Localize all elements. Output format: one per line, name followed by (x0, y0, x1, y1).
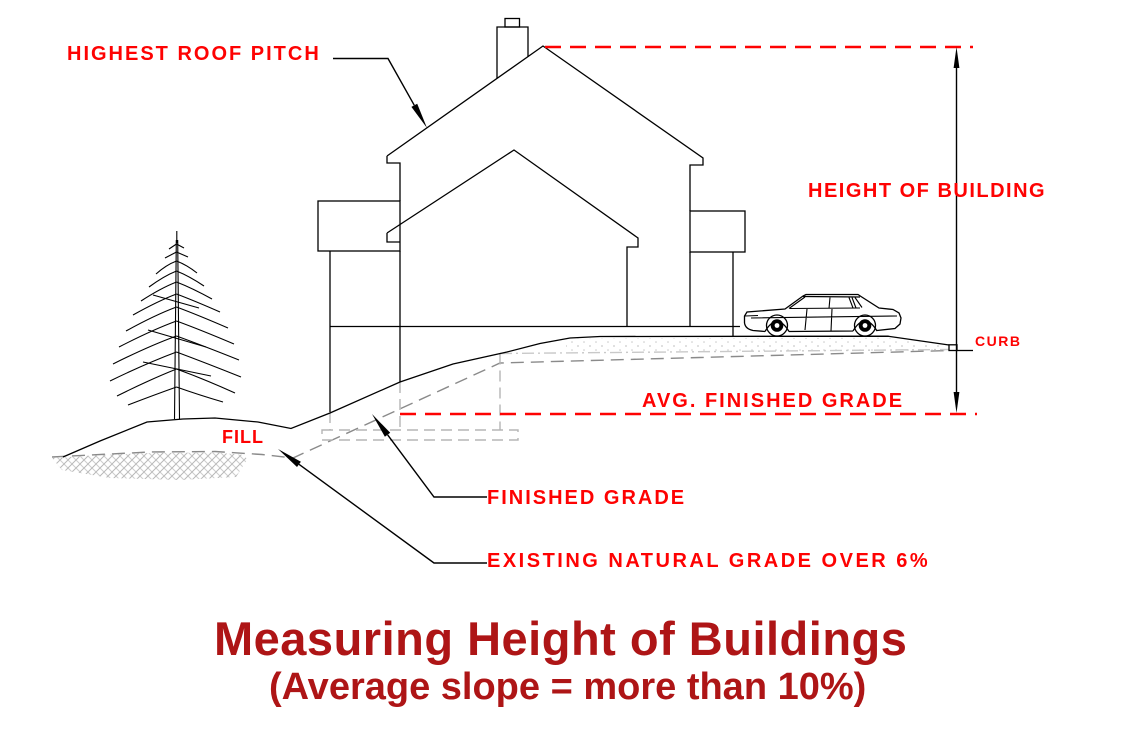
walls-and-floor (330, 251, 740, 412)
height-dimension-line (954, 47, 960, 413)
inner-gable (387, 150, 638, 327)
diagram-title: Measuring Height of Buildings (214, 612, 908, 665)
label-avg-finished-grade: AVG. FINISHED GRADE (642, 390, 905, 412)
label-finished-grade: FINISHED GRADE (487, 487, 687, 509)
label-height-of-building: HEIGHT OF BUILDING (808, 180, 1047, 202)
chimney-cap (505, 19, 520, 28)
right-roof-band (690, 211, 745, 252)
label-highest-roof-pitch: HIGHEST ROOF PITCH (67, 43, 321, 65)
car (745, 295, 902, 337)
label-curb: CURB (975, 333, 1022, 349)
leader-finished-grade (372, 414, 487, 497)
driveway-texture (566, 338, 947, 352)
label-existing-natural-grade: EXISTING NATURAL GRADE OVER 6% (487, 550, 931, 572)
label-fill: FILL (222, 427, 264, 447)
car-roof-band (803, 297, 860, 298)
tree (110, 231, 241, 419)
leader-existing-natural-grade (278, 449, 487, 563)
earth-hatch (52, 453, 247, 481)
curb-mark (949, 345, 973, 351)
left-roof-band (318, 201, 400, 251)
leader-highest-roof-pitch (333, 59, 427, 129)
diagram-subtitle: (Average slope = more than 10%) (269, 666, 867, 708)
chimney (497, 27, 528, 79)
